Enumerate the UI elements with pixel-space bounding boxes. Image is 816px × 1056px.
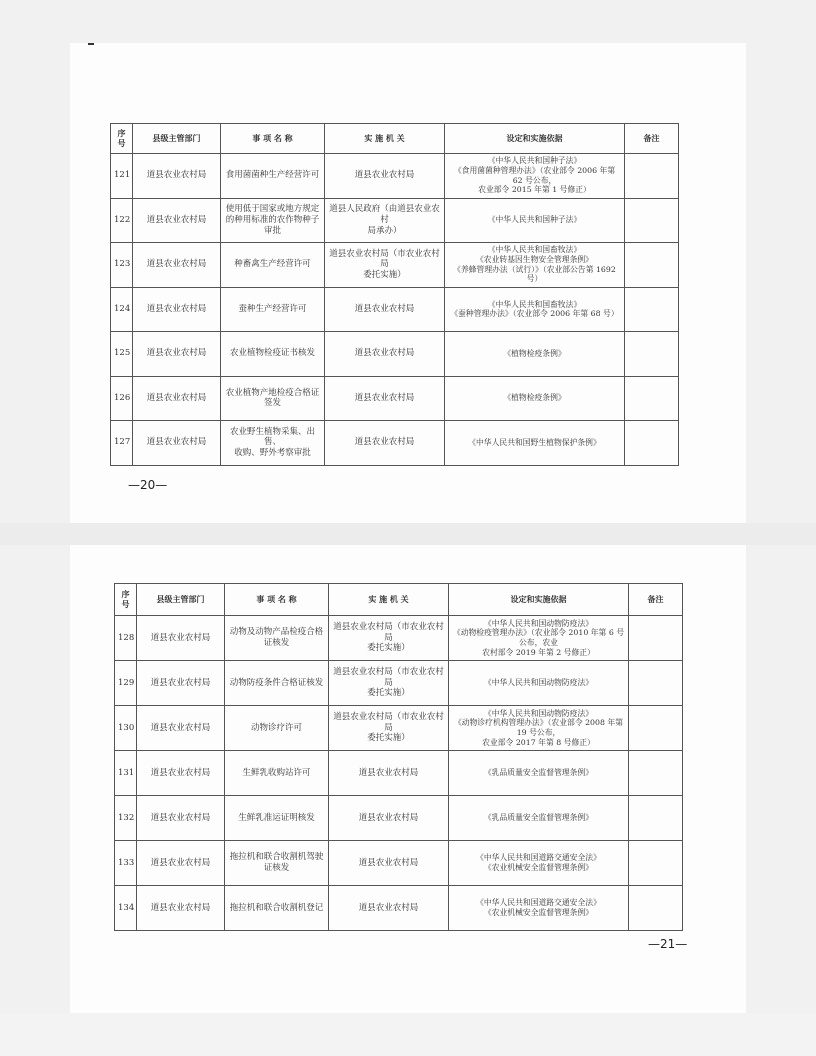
- cell-no: 134: [115, 886, 137, 931]
- cell-agency: 道县农业农村局（市农业农村局 委托实施）: [329, 706, 449, 751]
- cell-agency: 道县农业农村局: [325, 332, 445, 377]
- cell-agency: 道县农业农村局: [329, 751, 449, 796]
- cell-remark: [629, 616, 683, 661]
- cell-remark: [625, 243, 679, 288]
- cell-agency: 道县农业农村局: [325, 376, 445, 421]
- cell-item: 使用低于国家或地方规定 的种用标准的农作物种子 审批: [221, 198, 325, 243]
- cell-item: 拖拉机和联合收割机驾驶 证核发: [225, 841, 329, 886]
- page-21: [70, 545, 746, 1013]
- cell-basis: 《中华人民共和国种子法》 《食用菌菌种管理办法》（农业部令 2006 年第 62 号公布， 农业部令 2015 年第 1 号修正）: [445, 154, 625, 199]
- cell-basis: 《中华人民共和国畜牧法》 《农业转基因生物安全管理条例》 《养蜂管理办法（试行）》（农业部公告第 1692 号）: [445, 243, 625, 288]
- cell-basis: 《中华人民共和国动物防疫法》: [449, 661, 629, 706]
- page-number: —21—: [648, 937, 688, 951]
- cell-item: 种畜禽生产经营许可: [221, 243, 325, 288]
- cell-basis: 《中华人民共和国道路交通安全法》 《农业机械安全监督管理条例》: [449, 886, 629, 931]
- page-bottom-margin: [0, 1013, 816, 1056]
- cell-no: 130: [115, 706, 137, 751]
- scan-mark: [88, 43, 94, 45]
- cell-item: 生鲜乳收购站许可: [225, 751, 329, 796]
- cell-dept: 道县农业农村局: [137, 796, 225, 841]
- header-basis: 设定和实施依据: [445, 124, 625, 154]
- cell-basis: 《中华人民共和国畜牧法》 《蚕种管理办法》（农业部令 2006 年第 68 号）: [445, 287, 625, 332]
- permit-table-page-20: [110, 123, 679, 466]
- cell-basis: 《乳品质量安全监督管理条例》: [449, 751, 629, 796]
- header-agency: 实 施 机 关: [325, 124, 445, 154]
- header-remark: 备注: [629, 584, 683, 616]
- cell-no: 133: [115, 841, 137, 886]
- table-row: [115, 706, 683, 751]
- cell-basis: 《中华人民共和国野生植物保护条例》: [445, 421, 625, 466]
- cell-no: 132: [115, 796, 137, 841]
- cell-item: 动物防疫条件合格证核发: [225, 661, 329, 706]
- cell-agency: 道县农业农村局: [325, 287, 445, 332]
- page-number: —20—: [128, 478, 168, 492]
- cell-basis: 《植物检疫条例》: [445, 332, 625, 377]
- cell-basis: 《中华人民共和国动物防疫法》 《动物检疫管理办法》（农业部令 2010 年第 6 号公布，农业 农村部令 2019 年第 2 号修正）: [449, 616, 629, 661]
- cell-remark: [625, 421, 679, 466]
- table-row: [115, 661, 683, 706]
- cell-dept: 道县农业农村局: [137, 886, 225, 931]
- cell-agency: 道县农业农村局: [329, 886, 449, 931]
- cell-item: 农业植物产地检疫合格证 签发: [221, 376, 325, 421]
- cell-no: 122: [111, 198, 133, 243]
- cell-basis: 《乳品质量安全监督管理条例》: [449, 796, 629, 841]
- cell-item: 蚕种生产经营许可: [221, 287, 325, 332]
- cell-item: 动物及动物产品检疫合格 证核发: [225, 616, 329, 661]
- cell-dept: 道县农业农村局: [133, 287, 221, 332]
- table-row: [111, 421, 679, 466]
- cell-item: 生鲜乳准运证明核发: [225, 796, 329, 841]
- cell-agency: 道县农业农村局: [329, 841, 449, 886]
- table-row: [111, 154, 679, 199]
- cell-dept: 道县农业农村局: [137, 841, 225, 886]
- cell-no: 121: [111, 154, 133, 199]
- header-item: 事 项 名 称: [221, 124, 325, 154]
- cell-agency: 道县人民政府（由道县农业农村 局承办）: [325, 198, 445, 243]
- cell-dept: 道县农业农村局: [133, 421, 221, 466]
- cell-no: 123: [111, 243, 133, 288]
- table-header-row: [115, 584, 683, 616]
- header-no: 序 号: [115, 584, 137, 616]
- cell-dept: 道县农业农村局: [133, 332, 221, 377]
- header-item: 事 项 名 称: [225, 584, 329, 616]
- cell-dept: 道县农业农村局: [137, 751, 225, 796]
- header-no: 序 号: [111, 124, 133, 154]
- cell-no: 126: [111, 376, 133, 421]
- table-row: [115, 841, 683, 886]
- cell-agency: 道县农业农村局（市农业农村局 委托实施）: [325, 243, 445, 288]
- cell-dept: 道县农业农村局: [137, 706, 225, 751]
- cell-no: 125: [111, 332, 133, 377]
- table-row: [115, 751, 683, 796]
- cell-remark: [625, 287, 679, 332]
- cell-basis: 《中华人民共和国道路交通安全法》 《农业机械安全监督管理条例》: [449, 841, 629, 886]
- table-row: [111, 287, 679, 332]
- header-dept: 县级主管部门: [137, 584, 225, 616]
- cell-dept: 道县农业农村局: [137, 616, 225, 661]
- cell-item: 拖拉机和联合收割机登记: [225, 886, 329, 931]
- table-row: [111, 332, 679, 377]
- cell-basis: 《植物检疫条例》: [445, 376, 625, 421]
- cell-agency: 道县农业农村局（市农业农村局 委托实施）: [329, 616, 449, 661]
- cell-remark: [629, 751, 683, 796]
- cell-remark: [629, 886, 683, 931]
- cell-no: 127: [111, 421, 133, 466]
- page-20: [70, 43, 746, 523]
- cell-basis: 《中华人民共和国种子法》: [445, 198, 625, 243]
- cell-agency: 道县农业农村局: [325, 154, 445, 199]
- cell-dept: 道县农业农村局: [137, 661, 225, 706]
- cell-remark: [625, 376, 679, 421]
- header-agency: 实 施 机 关: [329, 584, 449, 616]
- header-remark: 备注: [625, 124, 679, 154]
- table-row: [111, 243, 679, 288]
- cell-no: 124: [111, 287, 133, 332]
- cell-agency: 道县农业农村局: [325, 421, 445, 466]
- cell-remark: [625, 198, 679, 243]
- cell-dept: 道县农业农村局: [133, 243, 221, 288]
- cell-no: 128: [115, 616, 137, 661]
- table-row: [115, 886, 683, 931]
- cell-no: 131: [115, 751, 137, 796]
- cell-remark: [629, 796, 683, 841]
- table-row: [111, 198, 679, 243]
- cell-remark: [629, 841, 683, 886]
- header-basis: 设定和实施依据: [449, 584, 629, 616]
- header-dept: 县级主管部门: [133, 124, 221, 154]
- cell-remark: [629, 706, 683, 751]
- permit-table-page-21: [114, 583, 683, 931]
- cell-remark: [625, 154, 679, 199]
- cell-agency: 道县农业农村局: [329, 796, 449, 841]
- cell-agency: 道县农业农村局（市农业农村局 委托实施）: [329, 661, 449, 706]
- cell-item: 动物诊疗许可: [225, 706, 329, 751]
- table-row: [115, 616, 683, 661]
- cell-item: 农业植物检疫证书核发: [221, 332, 325, 377]
- cell-no: 129: [115, 661, 137, 706]
- cell-item: 农业野生植物采集、出售、 收购、野外考察审批: [221, 421, 325, 466]
- cell-dept: 道县农业农村局: [133, 198, 221, 243]
- cell-dept: 道县农业农村局: [133, 154, 221, 199]
- cell-item: 食用菌菌种生产经营许可: [221, 154, 325, 199]
- cell-remark: [629, 661, 683, 706]
- cell-basis: 《中华人民共和国动物防疫法》 《动物诊疗机构管理办法》（农业部令 2008 年第 19 号公布， 农业部令 2017 年第 8 号修正）: [449, 706, 629, 751]
- table-row: [115, 796, 683, 841]
- page-gap: [0, 523, 816, 545]
- table-row: [111, 376, 679, 421]
- cell-dept: 道县农业农村局: [133, 376, 221, 421]
- table-header-row: [111, 124, 679, 154]
- cell-remark: [625, 332, 679, 377]
